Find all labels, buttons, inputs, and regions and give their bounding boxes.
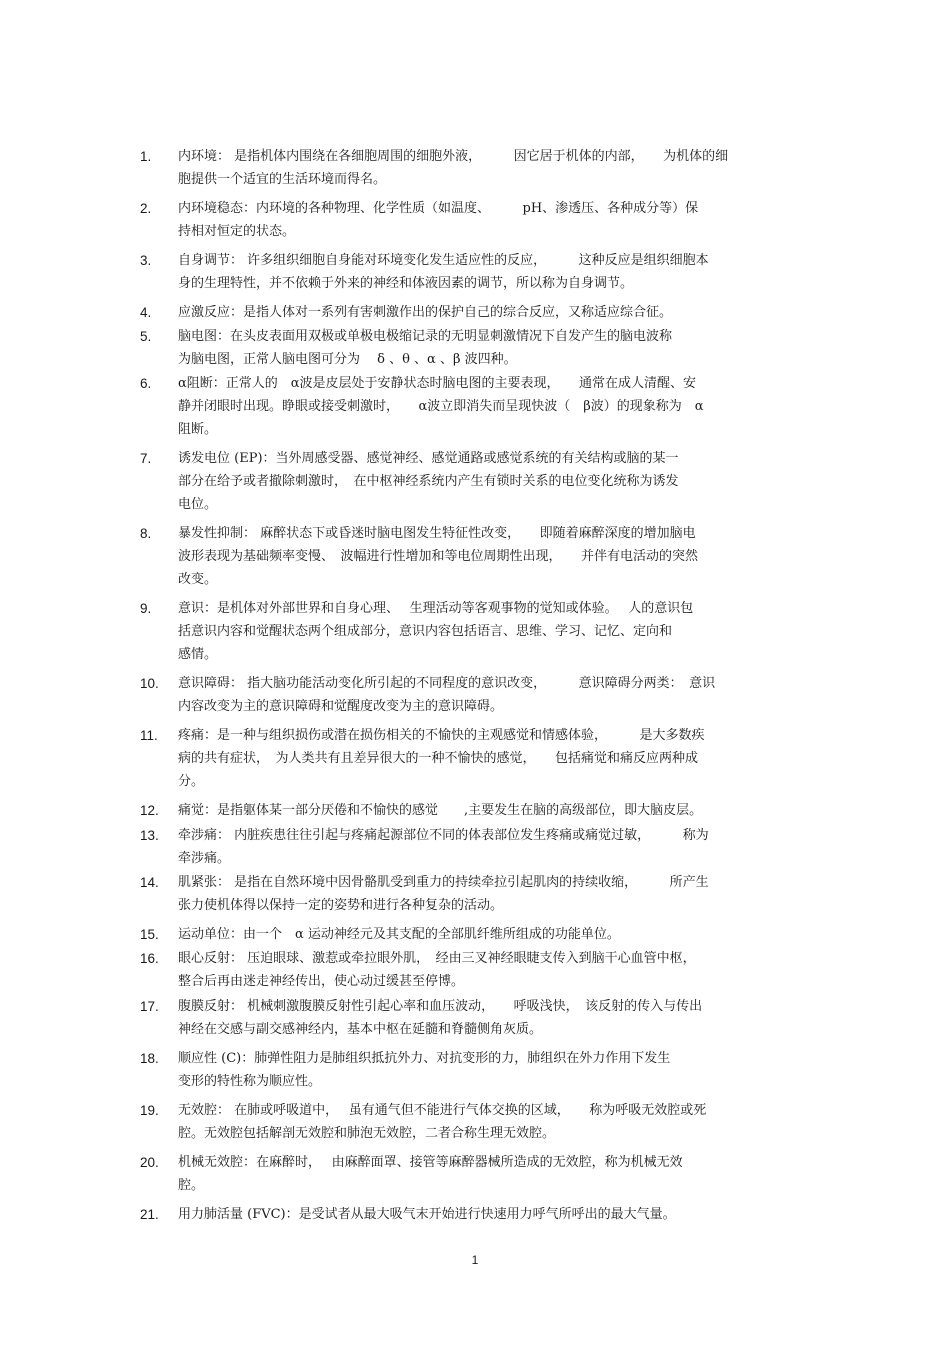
list-item [140, 249, 820, 295]
item-number: 17. [140, 999, 159, 1014]
list-item [140, 799, 820, 822]
item-text-line: 应激反应：是指人体对一系列有害刺激作出的保护自己的综合反应，又称适应综合征。 [178, 305, 673, 320]
item-text-line: 张力使机体得以保持一定的姿势和进行各种复杂的活动。 [178, 898, 504, 913]
page-number: 1 [471, 1253, 479, 1267]
item-text-line: 用力肺活量 (FVC)：是受试者从最大吸气末开始进行快速用力呼气所呼出的最大气量。 [178, 1207, 676, 1222]
item-text-line: 无效腔： 在肺或呼吸道中， 虽有通气但不能进行气体交换的区域， 称为呼吸无效腔或死 [178, 1103, 707, 1118]
item-text-line: 眼心反射： 压迫眼球、激惹或牵拉眼外肌， 经由三叉神经眼睫支传入到脑干心血管中枢， [178, 951, 696, 966]
list-item [140, 522, 820, 591]
item-text-line: 内环境稳态：内环境的各种物理、化学性质（如温度、 pH、渗透压、各种成分等）保 [178, 201, 699, 216]
list-item [140, 372, 820, 441]
item-text-line: 身的生理特性，并不依赖于外来的神经和体液因素的调节，所以称为自身调节。 [178, 276, 634, 291]
list-item [140, 1099, 820, 1145]
item-text-line: 牵涉痛： 内脏疾患往往引起与疼痛起源部位不同的体表部位发生疼痛或痛觉过敏， 称为 [178, 828, 709, 843]
item-number: 20. [140, 1155, 159, 1170]
item-text-line: 改变。 [178, 572, 218, 587]
item-text-line: 腔。 [178, 1178, 205, 1193]
item-number: 12. [140, 803, 159, 818]
item-number: 7. [140, 451, 152, 466]
item-number: 8. [140, 526, 152, 541]
item-text-line: 变形的特性称为顺应性。 [178, 1074, 322, 1089]
list-item [140, 995, 820, 1041]
item-number: 11. [140, 728, 158, 743]
item-text-line: 诱发电位 (EP)：当外周感受器、感觉神经、感觉通路或感觉系统的有关结构或脑的某一 [178, 451, 679, 466]
item-number: 3. [140, 253, 152, 268]
item-text-line: 分。 [178, 774, 205, 789]
item-number: 2. [140, 201, 152, 216]
list-item [140, 145, 820, 191]
item-text-line: 内容改变为主的意识障碍和觉醒度改变为主的意识障碍。 [178, 699, 504, 714]
item-number: 1. [140, 149, 152, 164]
list-item [140, 597, 820, 666]
list-item [140, 301, 820, 324]
item-number: 18. [140, 1051, 159, 1066]
item-text-line: 内环境： 是指机体内围绕在各细胞周围的细胞外液， 因它居于机体的内部， 为机体的细 [178, 149, 729, 164]
item-text-line: 脑电图：在头皮表面用双极或单极电极缩记录的无明显刺激情况下自发产生的脑电波称 [178, 329, 673, 344]
item-text-line: 肌紧张： 是指在自然环境中因骨骼肌受到重力的持续牵拉引起肌肉的持续收缩， 所产生 [178, 875, 709, 890]
item-text-line: 静并闭眼时出现。睁眼或接受刺激时， α波立即消失而呈现快波（ β波）的现象称为 α [178, 399, 704, 414]
item-number: 15. [140, 927, 159, 942]
list-item [140, 325, 820, 371]
item-text-line: 意识障碍： 指大脑功能活动变化所引起的不同程度的意识改变， 意识障碍分两类： 意识 [178, 676, 716, 691]
list-item [140, 1203, 820, 1226]
item-text-line: 阻断。 [178, 422, 218, 437]
item-text-line: 意识：是机体对外部世界和自身心理、 生理活动等客观事物的觉知或体验。 人的意识包 [178, 601, 694, 616]
item-text-line: 自身调节： 许多组织细胞自身能对环境变化发生适应性的反应， 这种反应是组织细胞本 [178, 253, 709, 268]
item-number: 4. [140, 305, 152, 320]
list-item [140, 1047, 820, 1093]
item-text-line: 暴发性抑制： 麻醉状态下或昏迷时脑电图发生特征性改变， 即随着麻醉深度的增加脑电 [178, 526, 696, 541]
item-text-line: 为脑电图，正常人脑电图可分为 δ 、θ 、α 、β 波四种。 [178, 352, 517, 367]
item-text-line: 运动单位：由一个 α 运动神经元及其支配的全部肌纤维所组成的功能单位。 [178, 927, 620, 942]
item-text-line: 胞提供一个适宜的生活环境而得名。 [178, 172, 387, 187]
item-text-line: 神经在交感与副交感神经内，基本中枢在延髓和脊髓侧角灰质。 [178, 1022, 543, 1037]
item-text-line: 疼痛：是一种与组织损伤或潜在损伤相关的不愉快的主观感觉和情感体验， 是大多数疾 [178, 728, 705, 743]
item-number: 13. [140, 828, 159, 843]
item-text-line: 病的共有症状， 为人类共有且差异很大的一种不愉快的感觉， 包括痛觉和痛反应两种成 [178, 751, 699, 766]
list-item [140, 923, 820, 946]
definition-list [140, 145, 820, 1226]
item-number: 14. [140, 875, 159, 890]
item-text-line: 机械无效腔：在麻醉时， 由麻醉面罩、接管等麻醉器械所造成的无效腔，称为机械无效 [178, 1155, 683, 1170]
item-text-line: 感情。 [178, 647, 218, 662]
item-text-line: 括意识内容和觉醒状态两个组成部分，意识内容包括语言、思维、学习、记忆、定向和 [178, 624, 673, 639]
item-text-line: 腔。无效腔包括解剖无效腔和肺泡无效腔，二者合称生理无效腔。 [178, 1126, 556, 1141]
list-item [140, 447, 820, 516]
list-item [140, 197, 820, 243]
item-text-line: 整合后再由迷走神经传出，使心动过缓甚至停博。 [178, 974, 465, 989]
item-number: 6. [140, 376, 152, 391]
item-text-line: 部分在给予或者撤除刺激时， 在中枢神经系统内产生有锁时关系的电位变化统称为诱发 [178, 474, 679, 489]
item-number: 16. [140, 951, 159, 966]
item-text-line: 牵涉痛。 [178, 851, 231, 866]
item-text-line: 持相对恒定的状态。 [178, 224, 296, 239]
list-item [140, 824, 820, 870]
item-text-line: 腹膜反射： 机械刺激腹膜反射性引起心率和血压波动， 呼吸浅快， 该反射的传入与传出 [178, 999, 703, 1014]
list-item [140, 1151, 820, 1197]
list-item [140, 672, 820, 718]
list-item [140, 724, 820, 793]
item-number: 9. [140, 601, 152, 616]
list-item [140, 947, 820, 993]
item-text-line: 电位。 [178, 497, 218, 512]
item-text-line: 痛觉：是指躯体某一部分厌倦和不愉快的感觉 ,主要发生在脑的高级部位，即大脑皮层。 [178, 803, 703, 818]
item-number: 10. [140, 676, 159, 691]
item-text-line: α阻断：正常人的 α波是皮层处于安静状态时脑电图的主要表现， 通常在成人清醒、安 [178, 376, 697, 391]
item-text-line: 波形表现为基础频率变慢、 波幅进行性增加和等电位周期性出现， 并伴有电活动的突然 [178, 549, 699, 564]
item-text-line: 顺应性 (C)：肺弹性阻力是肺组织抵抗外力、对抗变形的力，肺组织在外力作用下发生 [178, 1051, 671, 1066]
list-item [140, 871, 820, 917]
item-number: 5. [140, 329, 152, 344]
item-number: 19. [140, 1103, 159, 1118]
item-number: 21. [140, 1207, 159, 1222]
